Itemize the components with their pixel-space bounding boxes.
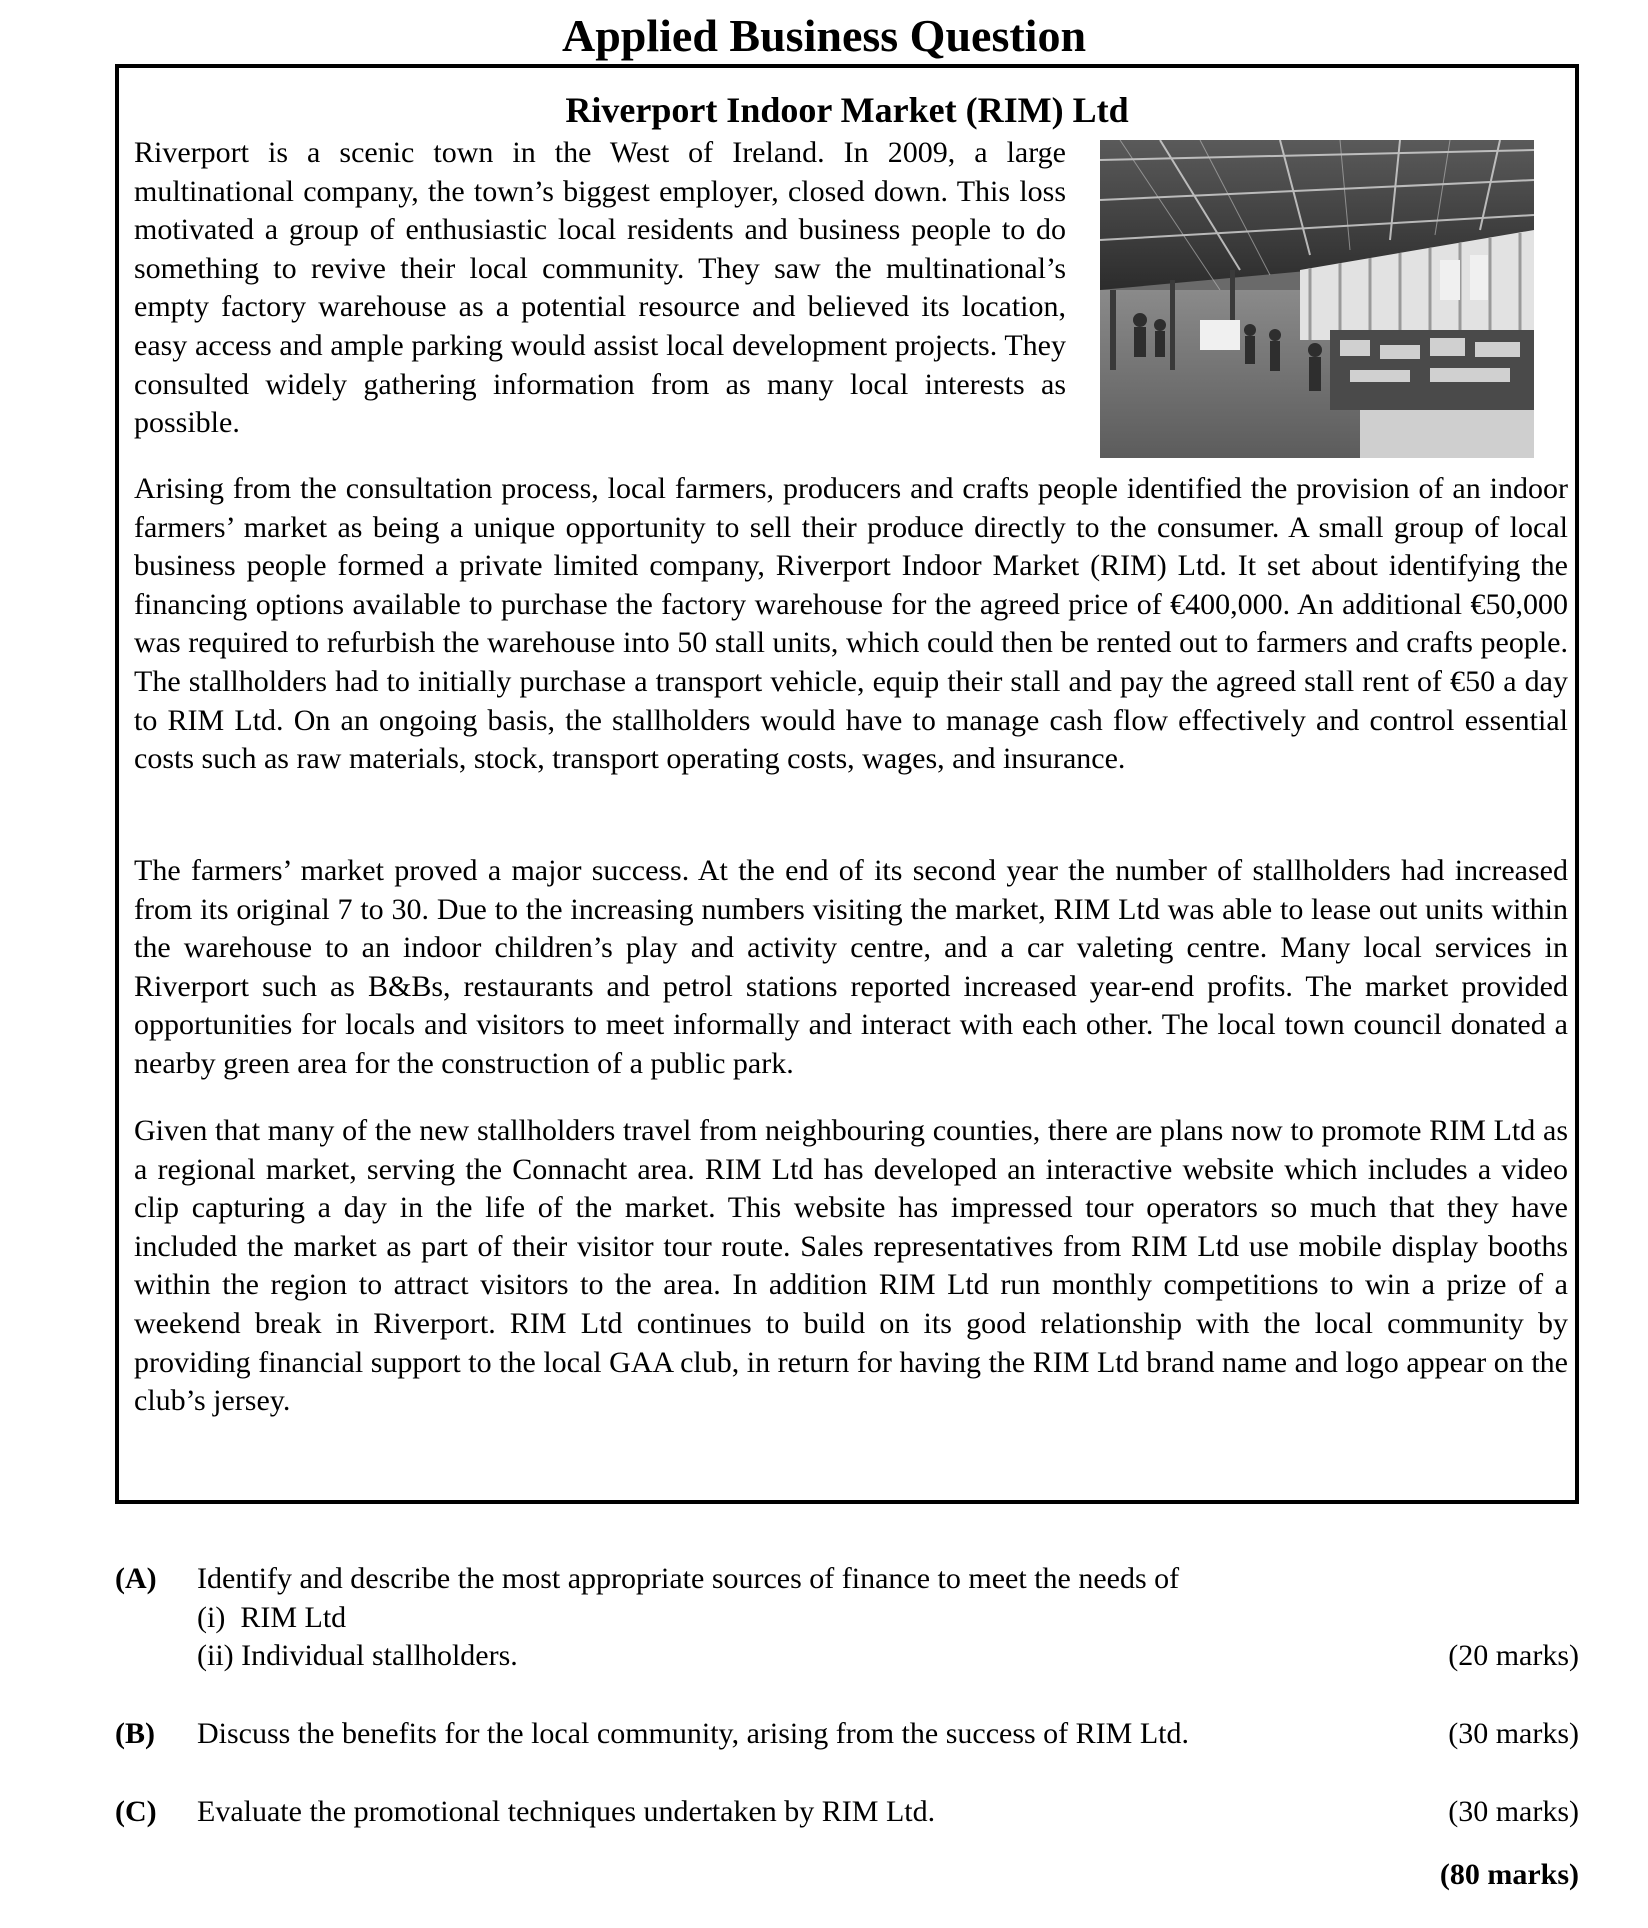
page-heading: Applied Business Question bbox=[561, 10, 1087, 61]
question-a bbox=[115, 1560, 1579, 1680]
question-b bbox=[115, 1715, 1579, 1755]
question-a-sub-item-2: (ii) Individual stallholders. bbox=[197, 1639, 518, 1673]
case-study-box bbox=[115, 64, 1579, 1504]
question-c-marks: (30 marks) bbox=[1448, 1795, 1579, 1828]
question-c-letter: (C) bbox=[115, 1795, 157, 1828]
question-c bbox=[115, 1793, 1579, 1833]
question-a-letter: (A) bbox=[115, 1562, 157, 1595]
question-b-letter: (B) bbox=[115, 1717, 155, 1750]
total-marks: (80 marks) bbox=[1439, 1858, 1579, 1891]
case-paragraph-2: Arising from the consultation process, local farmers, producers and crafts people identified the provision of an indoor farmers’ market as being a unique opportunity to sell their produce directly to the consumer. A small group of local business people formed a private limited company, Riverport Indoor Market (RIM) Ltd. It set about identifying the financing options available to purchase the factory warehouse for the agreed price of €400,000. An additional €50,000 was required to refurbish the warehouse into 50 stall units, which could then be rented out to farmers and crafts people. The stallholders had to initially purchase a transport vehicle, equip their stall and pay the agreed stall rent of €50 a day to RIM Ltd. On an ongoing basis, the stallholders would have to manage cash flow effectively and control essential costs such as raw materials, stock, transport operating costs, wages, and insurance. bbox=[134, 472, 1568, 776]
case-paragraph-1: Riverport is a scenic town in the West of Ireland. In 2009, a large multinational company, the town’s biggest employer, closed down. This loss motivated a group of enthusiastic local residents and business people to do something to revive their local community. They saw the multinational’s empty factory warehouse as a potential resource and believed its location, easy access and ample parking would assist local development projects. They consulted widely gathering information from as many local interests as possible. bbox=[134, 136, 1066, 440]
case-paragraph-3: The farmers’ market proved a major success. At the end of its second year the number of stallholders had increased from its original 7 to 30. Due to the increasing numbers visiting the market, RIM Ltd was able to lease out units within the warehouse to an indoor children’s play and activity centre, and a car valeting centre. Many local services in Riverport such as B&Bs, restaurants and petrol stations reported increased year-end profits. The market provided opportunities for locals and visitors to meet informally and interact with each other. The local town council donated a nearby green area for the construction of a public park. bbox=[134, 854, 1568, 1080]
market-photo bbox=[1100, 140, 1534, 458]
case-paragraph-4: Given that many of the new stallholders travel from neighbouring counties, there are plans now to promote RIM Ltd as a regional market, serving the Connacht area. RIM Ltd has developed an interactive website which includes a video clip capturing a day in the life of the market. This website has impressed tour operators so much that they have included the market as part of their visitor tour route. Sales representatives from RIM Ltd use mobile display booths within the region to attract visitors to the area. In addition RIM Ltd run monthly competitions to win a prize of a weekend break in Riverport. RIM Ltd continues to build on its good relationship with the local community by providing financial support to the local GAA club, in return for having the RIM Ltd brand name and logo appear on the club’s jersey. bbox=[134, 1114, 1568, 1418]
question-c-text: Evaluate the promotional techniques undertaken by RIM Ltd. bbox=[197, 1795, 936, 1828]
question-b-marks: (30 marks) bbox=[1448, 1717, 1579, 1750]
market-photo-image bbox=[1100, 140, 1534, 458]
question-a-marks: (20 marks) bbox=[1448, 1639, 1579, 1673]
case-study-title: Riverport Indoor Market (RIM) Ltd bbox=[565, 90, 1129, 130]
question-a-sub-item-1: (i) RIM Ltd bbox=[197, 1600, 347, 1634]
question-a-text: Identify and describe the most appropriate sources of finance to meet the needs of bbox=[197, 1562, 1180, 1595]
question-b-text: Discuss the benefits for the local community, arising from the success of RIM Ltd. bbox=[197, 1717, 1190, 1750]
